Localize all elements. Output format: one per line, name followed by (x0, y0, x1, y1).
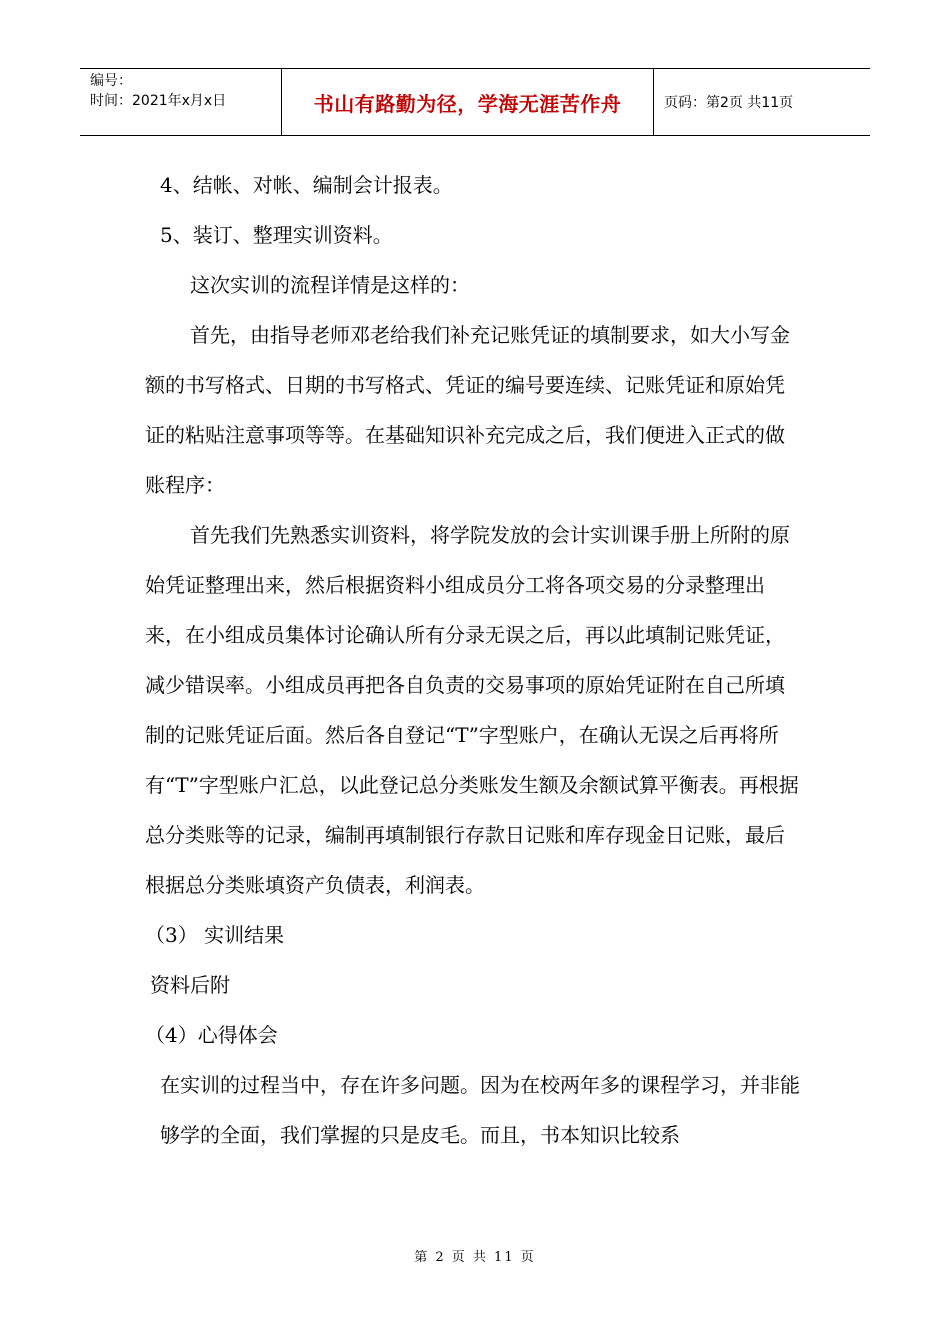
document-number-label: 编号： (90, 73, 132, 89)
paragraph-first-step: 首先，由指导老师邓老给我们补充记账凭证的填制要求，如大小写金额的书写格式、日期的书写格式、凭证的编号要连续、记账凭证和原始凭证的粘贴注意事项等等。在基础知识补充完成之后，我们便进入正式的做账程序： (145, 323, 790, 497)
header-meta (80, 69, 282, 135)
list-item-4: 4、结帐、对帐、编制会计报表。 (160, 173, 453, 197)
section-heading-results: （3） 实训结果 (145, 923, 285, 947)
document-time-label: 时间：2021年x月x日 (90, 93, 227, 109)
header-page-indicator: 页码：第2页 共11页 (664, 95, 794, 111)
list-item-5: 5、装订、整理实训资料。 (160, 223, 393, 247)
document-body (145, 160, 800, 1160)
paragraph-reflection: 在实训的过程当中，存在许多问题。因为在校两年多的课程学习，并非能够学的全面，我们掌握的只是皮毛。而且，书本知识比较系 (160, 1073, 800, 1147)
intro-paragraph: 这次实训的流程详情是这样的： (190, 273, 470, 297)
attachment-note: 资料后附 (150, 973, 230, 997)
page-footer: 第 2 页 共 11 页 (414, 1250, 536, 1265)
page-header (80, 68, 870, 136)
paragraph-process: 首先我们先熟悉实训资料，将学院发放的会计实训课手册上所附的原始凭证整理出来，然后根据资料小组成员分工将各项交易的分录整理出来，在小组成员集体讨论确认所有分录无误之后，再以此填制记账凭证，减少错误率。小组成员再把各自负责的交易事项的原始凭证附在自己所填制的记账凭证后面。然后各自登记“T”字型账户，在确认无误之后再将所有“T”字型账户汇总，以此登记总分类账发生额及余额试算平衡表。再根据总分类账等的记录，编制再填制银行存款日记账和库存现金日记账，最后根据总分类账填资产负债表，利润表。 (145, 523, 799, 897)
section-heading-reflection: （4）心得体会 (145, 1023, 278, 1047)
header-motto: 书山有路勤为径，学海无涯苦作舟 (282, 69, 654, 135)
